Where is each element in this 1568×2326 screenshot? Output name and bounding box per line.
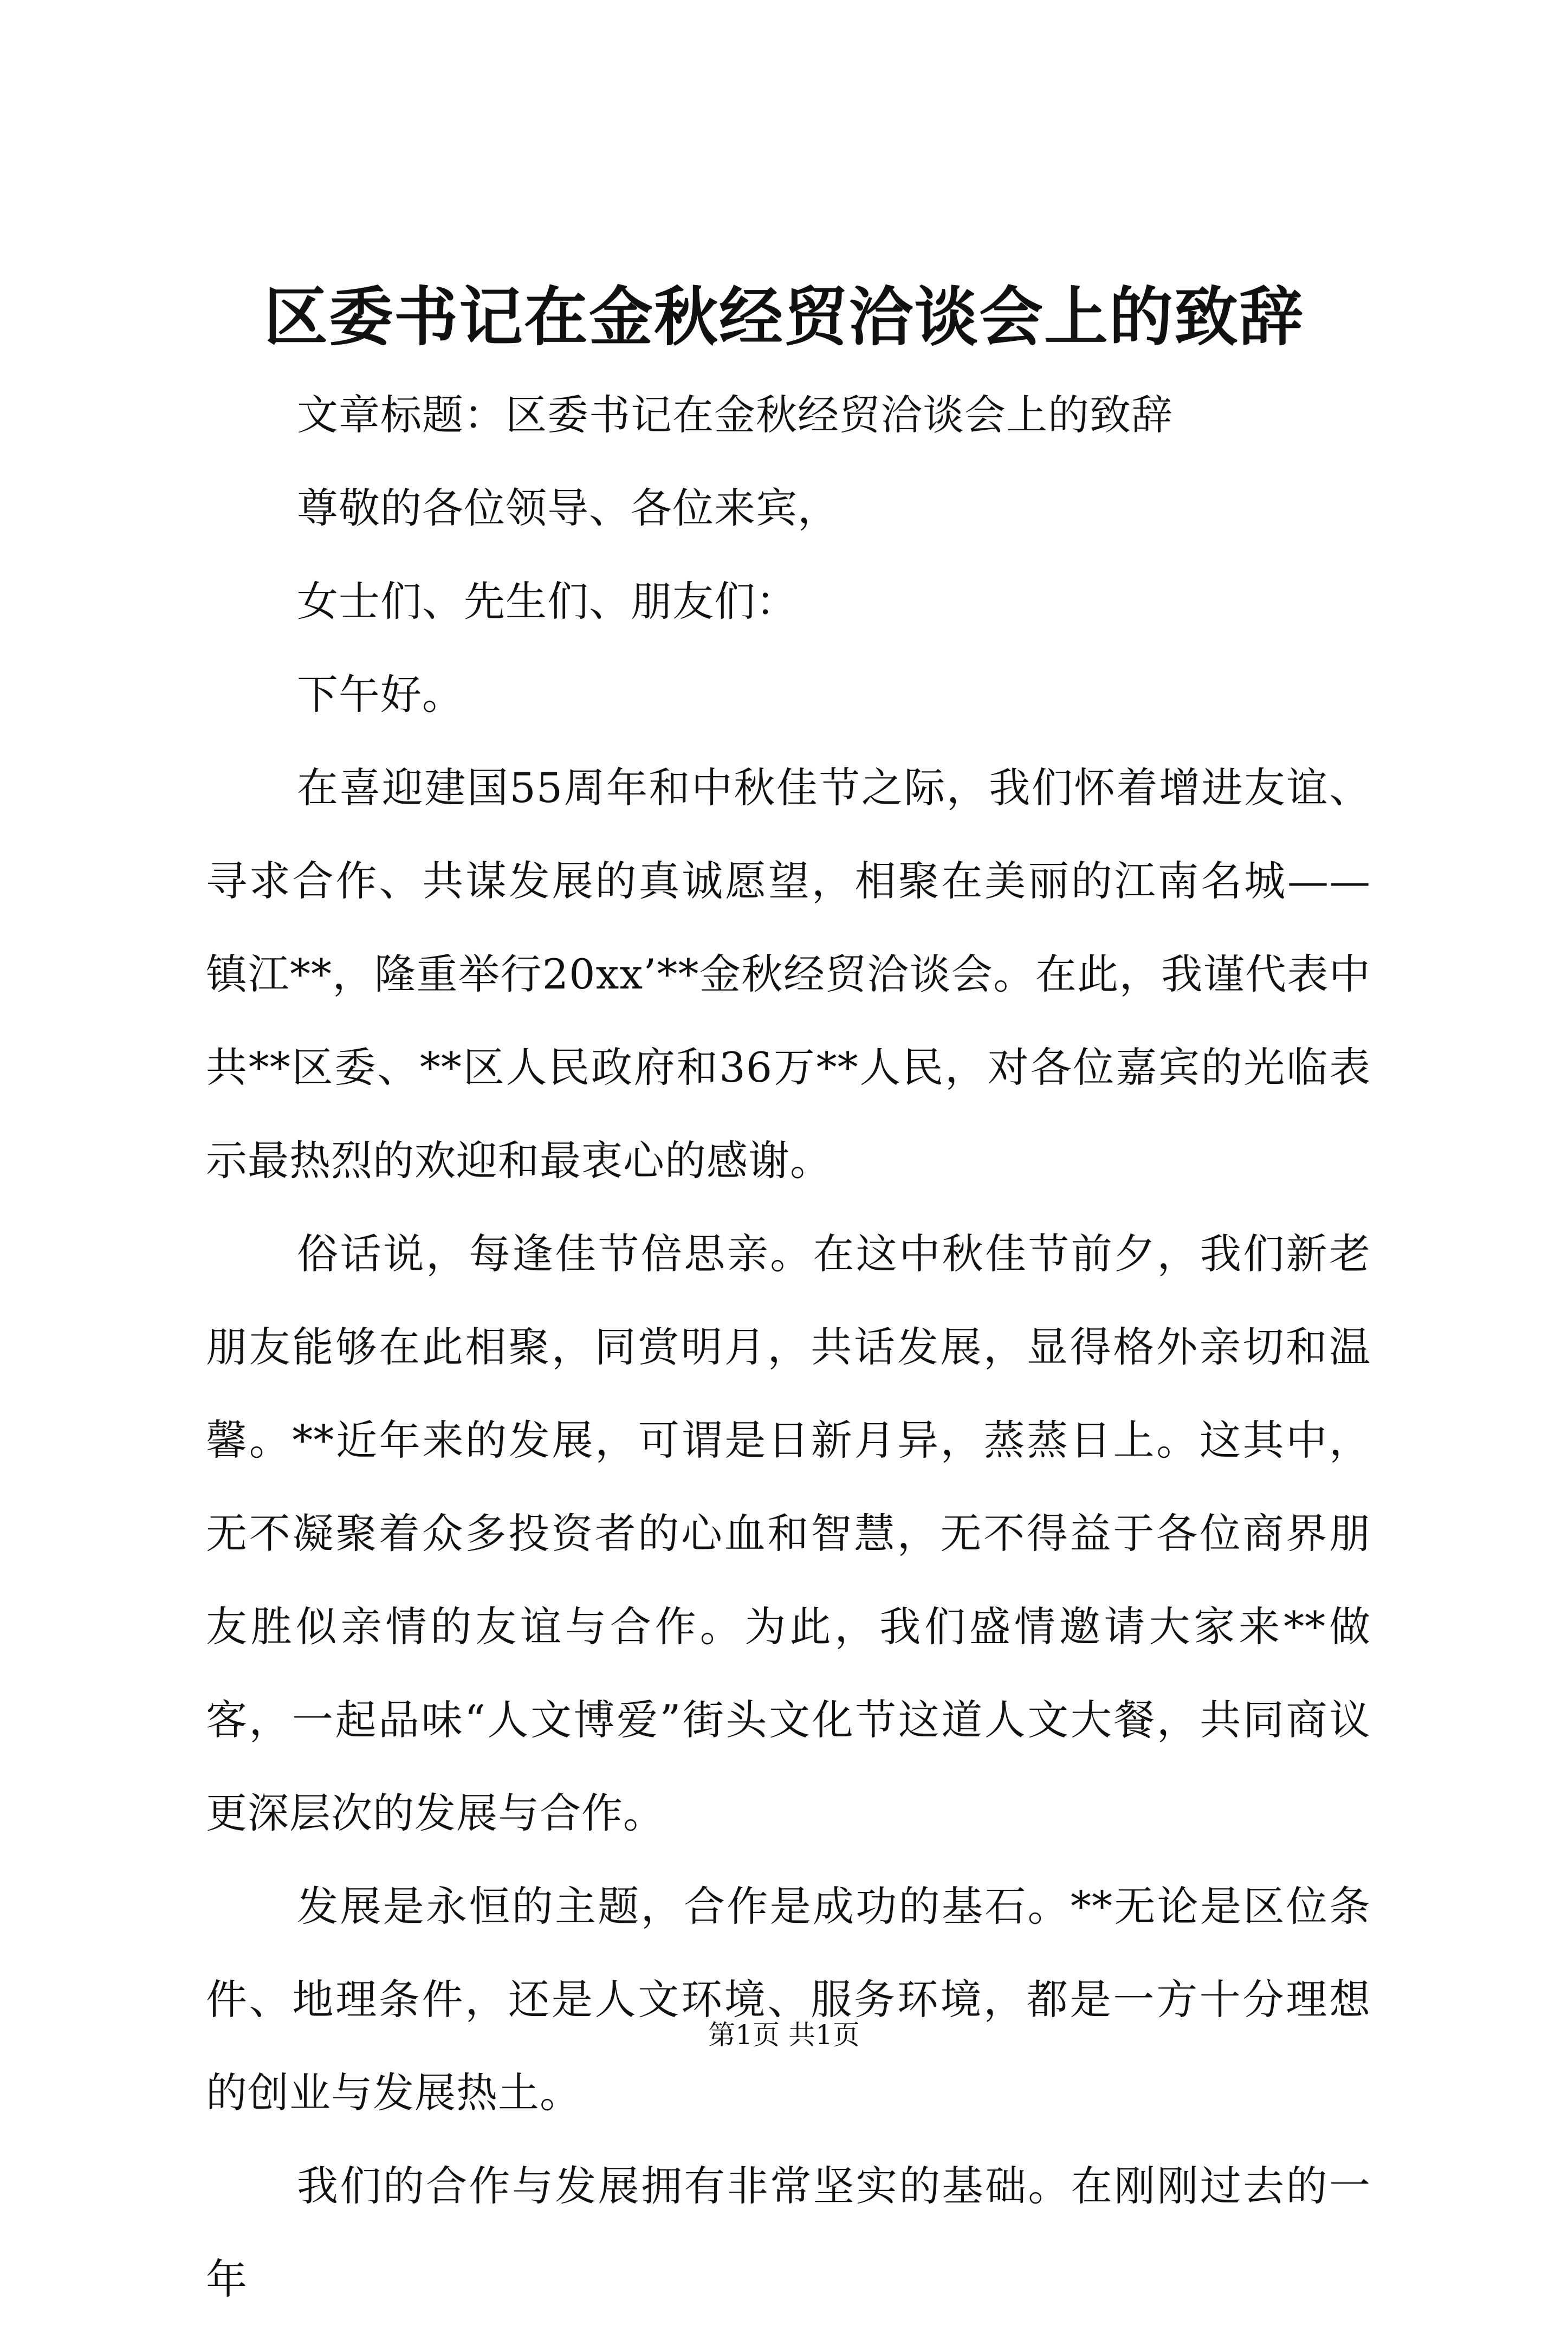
paragraph-cooperation: 我们的合作与发展拥有非常坚实的基础。在刚刚过去的一年 — [206, 2162, 1371, 2303]
page-footer: 第1页 共1页 — [708, 2019, 860, 2051]
paragraph-mid-autumn: 俗话说，每逢佳节倍思亲。在这中秋佳节前夕，我们新老朋友能够在此相聚，同赏明月，共话发展，显得格外亲切和温馨。**近年来的发展，可谓是日新月异，蒸蒸日上。这其中，无不凝聚着众多投资者的心血和智慧，无不得益于各位商界朋友胜似亲情的友谊与合作。为此，我们盛情邀请大家来**做客，一起品味“人文博爱”街头文化节这道人文大餐，共同商议更深层次的发展与合作。 — [206, 1230, 1371, 1837]
paragraph-salutation-leaders: 尊敬的各位领导、各位来宾， — [297, 484, 839, 532]
paragraph-welcome: 在喜迎建国55周年和中秋佳节之际，我们怀着增进友谊、寻求合作、共谋发展的真诚愿望，相聚在美丽的江南名城——镇江**，隆重举行20xx’**金秋经贸洽谈会。在此，我谨代表中共**区委、**区人民政府和36万**人民，对各位嘉宾的光临表示最热烈的欢迎和最衷心的感谢。 — [206, 764, 1371, 1185]
paragraph-greeting: 下午好。 — [297, 670, 464, 719]
paragraph-salutation-friends: 女士们、先生们、朋友们： — [297, 577, 798, 625]
paragraph-development: 发展是永恒的主题，合作是成功的基石。**无论是区位条件、地理条件，还是人文环境、服务环境，都是一方十分理想的创业与发展热土。 — [206, 1882, 1371, 2117]
document-title: 区委书记在金秋经贸洽谈会上的致辞 — [263, 279, 1304, 354]
paragraph-article-title: 文章标题：区委书记在金秋经贸洽谈会上的致辞 — [297, 391, 1173, 439]
